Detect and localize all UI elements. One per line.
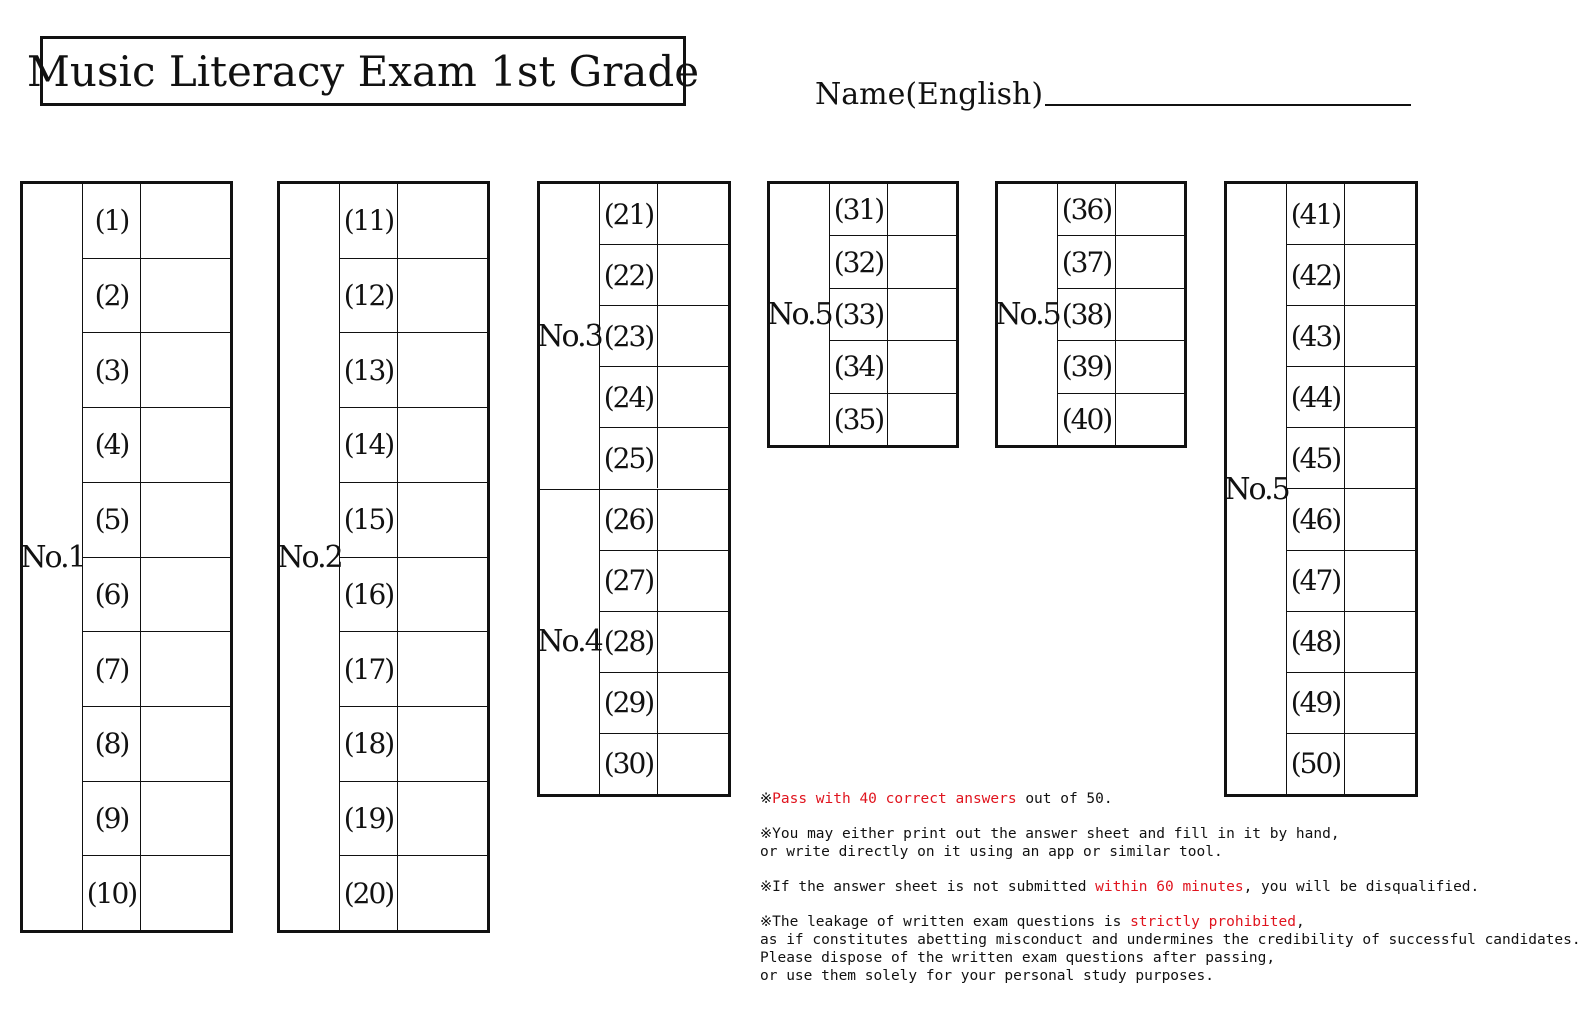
answer-cell[interactable]: [141, 408, 230, 482]
answer-cell[interactable]: [398, 558, 487, 632]
answer-row: [600, 305, 728, 366]
answer-block-no3-no4: [537, 181, 731, 797]
answer-cell[interactable]: [658, 734, 728, 794]
answer-row: [600, 366, 728, 427]
answer-cell[interactable]: [398, 408, 487, 482]
question-number: (4): [83, 408, 141, 482]
question-number: (23): [600, 306, 658, 366]
answer-cell[interactable]: [398, 782, 487, 856]
answer-row: [830, 340, 956, 392]
section-label: No.5: [998, 184, 1058, 445]
answer-row: [340, 631, 487, 706]
question-number: (9): [83, 782, 141, 856]
question-number: (48): [1287, 612, 1345, 672]
question-number: (26): [600, 490, 658, 550]
answer-cell[interactable]: [141, 632, 230, 706]
question-number: (18): [340, 707, 398, 781]
question-number: (16): [340, 558, 398, 632]
question-number: (30): [600, 734, 658, 794]
question-number: (41): [1287, 184, 1345, 244]
answer-cell[interactable]: [1345, 367, 1415, 427]
answer-cell[interactable]: [398, 184, 487, 258]
answer-cell[interactable]: [1345, 551, 1415, 611]
exam-title: Music Literacy Exam 1st Grade: [40, 36, 686, 106]
answer-row: [1058, 340, 1184, 392]
question-group: [537, 489, 728, 795]
question-number: (10): [83, 856, 141, 930]
answer-cell[interactable]: [658, 612, 728, 672]
question-rows: [1287, 184, 1415, 794]
answer-row: [600, 550, 728, 611]
question-rows: [830, 184, 956, 445]
answer-cell[interactable]: [888, 236, 956, 287]
question-number: (38): [1058, 289, 1116, 340]
question-number: (43): [1287, 306, 1345, 366]
answer-cell[interactable]: [398, 259, 487, 333]
answer-cell[interactable]: [658, 428, 728, 488]
answer-row: [340, 781, 487, 856]
question-number: (14): [340, 408, 398, 482]
answer-row: [83, 781, 230, 856]
question-number: (6): [83, 558, 141, 632]
answer-row: [1287, 672, 1415, 733]
answer-row: [600, 672, 728, 733]
question-number: (37): [1058, 236, 1116, 287]
answer-cell[interactable]: [1345, 428, 1415, 488]
question-number: (12): [340, 259, 398, 333]
answer-block-no5-a: [767, 181, 959, 448]
answer-row: [1287, 305, 1415, 366]
question-rows: [600, 184, 728, 489]
question-number: (2): [83, 259, 141, 333]
note-pass-criteria: ※Pass with 40 correct answers out of 50.: [760, 791, 1113, 807]
answer-row: [600, 733, 728, 794]
answer-block-no2: [277, 181, 490, 933]
answer-row: [1058, 288, 1184, 340]
answer-cell[interactable]: [1116, 236, 1184, 287]
question-number: (22): [600, 245, 658, 305]
answer-row: [340, 706, 487, 781]
answer-row: [83, 706, 230, 781]
answer-cell[interactable]: [1345, 734, 1415, 794]
answer-block-no5-b: [995, 181, 1187, 448]
answer-cell[interactable]: [658, 306, 728, 366]
question-number: (28): [600, 612, 658, 672]
section-label: No.4: [540, 490, 600, 795]
question-number: (24): [600, 367, 658, 427]
answer-cell[interactable]: [658, 184, 728, 244]
question-number: (34): [830, 341, 888, 392]
question-rows: [1058, 184, 1184, 445]
answer-cell[interactable]: [888, 341, 956, 392]
question-number: (15): [340, 483, 398, 557]
question-number: (47): [1287, 551, 1345, 611]
answer-row: [340, 557, 487, 632]
answer-cell[interactable]: [1116, 289, 1184, 340]
question-number: (27): [600, 551, 658, 611]
answer-row: [83, 332, 230, 407]
section-label: No.5: [770, 184, 830, 445]
question-number: (33): [830, 289, 888, 340]
answer-row: [340, 482, 487, 557]
note-leakage: ※The leakage of written exam questions is strictly prohibited, as if constitutes abetting misconduct and undermines the credibility of successful candidates. Please dispose of the written exam questions after passing, or use them solely for your personal study purposes.: [760, 914, 1581, 984]
question-number: (46): [1287, 489, 1345, 549]
name-input-line[interactable]: [1045, 104, 1411, 106]
question-number: (45): [1287, 428, 1345, 488]
answer-row: [830, 184, 956, 235]
answer-row: [830, 288, 956, 340]
question-rows: [83, 184, 230, 930]
answer-row: [600, 490, 728, 550]
question-number: (31): [830, 184, 888, 235]
answer-row: [83, 184, 230, 258]
answer-cell[interactable]: [141, 782, 230, 856]
question-number: (44): [1287, 367, 1345, 427]
answer-row: [340, 855, 487, 930]
question-number: (49): [1287, 673, 1345, 733]
question-number: (13): [340, 333, 398, 407]
answer-cell[interactable]: [141, 707, 230, 781]
answer-cell[interactable]: [398, 856, 487, 930]
section-label: No.1: [23, 184, 83, 930]
answer-row: [1287, 184, 1415, 244]
answer-cell[interactable]: [888, 289, 956, 340]
note-fill-method: ※You may either print out the answer sheet and fill in it by hand, or write directly on it using an app or similar tool.: [760, 826, 1340, 860]
answer-cell[interactable]: [1345, 306, 1415, 366]
question-group: [767, 184, 956, 445]
section-label: No.2: [280, 184, 340, 930]
question-number: (29): [600, 673, 658, 733]
question-number: (11): [340, 184, 398, 258]
question-number: (5): [83, 483, 141, 557]
answer-cell[interactable]: [141, 184, 230, 258]
question-number: (7): [83, 632, 141, 706]
name-field: [815, 68, 1411, 112]
answer-cell[interactable]: [1345, 245, 1415, 305]
question-number: (36): [1058, 184, 1116, 235]
section-label: No.3: [540, 184, 600, 489]
question-number: (32): [830, 236, 888, 287]
answer-row: [83, 407, 230, 482]
question-group: [537, 184, 728, 489]
answer-row: [340, 407, 487, 482]
question-number: (40): [1058, 394, 1116, 445]
exam-notes: [760, 790, 1581, 1002]
answer-cell[interactable]: [1345, 489, 1415, 549]
question-group: [277, 184, 487, 930]
answer-row: [83, 557, 230, 632]
answer-cell[interactable]: [398, 483, 487, 557]
answer-row: [340, 258, 487, 333]
answer-cell[interactable]: [658, 367, 728, 427]
answer-cell[interactable]: [1345, 612, 1415, 672]
answer-cell[interactable]: [888, 184, 956, 235]
answer-row: [1058, 393, 1184, 445]
answer-cell[interactable]: [141, 483, 230, 557]
note-pass-highlight: Pass with 40 correct answers: [772, 791, 1017, 807]
answer-row: [600, 611, 728, 672]
answer-cell[interactable]: [141, 333, 230, 407]
answer-row: [830, 393, 956, 445]
answer-row: [600, 244, 728, 305]
answer-cell[interactable]: [658, 551, 728, 611]
answer-cell[interactable]: [658, 673, 728, 733]
answer-row: [1287, 550, 1415, 611]
question-number: (19): [340, 782, 398, 856]
question-number: (20): [340, 856, 398, 930]
answer-row: [1287, 244, 1415, 305]
answer-row: [340, 332, 487, 407]
question-number: (3): [83, 333, 141, 407]
question-group: [995, 184, 1184, 445]
answer-cell[interactable]: [658, 490, 728, 550]
answer-row: [83, 482, 230, 557]
section-label: No.5: [1227, 184, 1287, 794]
answer-row: [83, 855, 230, 930]
answer-cell[interactable]: [1345, 184, 1415, 244]
answer-cell[interactable]: [1345, 673, 1415, 733]
answer-row: [340, 184, 487, 258]
question-number: (50): [1287, 734, 1345, 794]
answer-row: [83, 631, 230, 706]
answer-cell[interactable]: [398, 333, 487, 407]
answer-row: [1287, 733, 1415, 794]
answer-cell[interactable]: [398, 632, 487, 706]
question-rows: [340, 184, 487, 930]
answer-cell[interactable]: [141, 558, 230, 632]
question-number: (1): [83, 184, 141, 258]
answer-row: [1058, 235, 1184, 287]
answer-row: [1287, 366, 1415, 427]
question-number: (8): [83, 707, 141, 781]
answer-row: [830, 235, 956, 287]
question-group: [20, 184, 230, 930]
question-number: (39): [1058, 341, 1116, 392]
answer-row: [83, 258, 230, 333]
answer-cell[interactable]: [1116, 341, 1184, 392]
answer-row: [1287, 488, 1415, 549]
answer-cell[interactable]: [1116, 394, 1184, 445]
answer-cell[interactable]: [1116, 184, 1184, 235]
question-number: (35): [830, 394, 888, 445]
answer-row: [1287, 611, 1415, 672]
answer-block-no1: [20, 181, 233, 933]
question-number: (17): [340, 632, 398, 706]
note-time-limit: ※If the answer sheet is not submitted within 60 minutes, you will be disqualified.: [760, 879, 1480, 895]
answer-row: [1058, 184, 1184, 235]
note-time-highlight: within 60 minutes: [1095, 879, 1244, 895]
answer-cell[interactable]: [888, 394, 956, 445]
name-label: Name(English): [815, 77, 1044, 112]
answer-cell[interactable]: [141, 259, 230, 333]
answer-row: [600, 184, 728, 244]
answer-block-no5-c: [1224, 181, 1418, 797]
answer-row: [1287, 427, 1415, 488]
question-number: (25): [600, 428, 658, 488]
question-group: [1224, 184, 1415, 794]
answer-cell[interactable]: [141, 856, 230, 930]
question-rows: [600, 490, 728, 795]
answer-cell[interactable]: [398, 707, 487, 781]
answer-row: [600, 427, 728, 488]
answer-cell[interactable]: [658, 245, 728, 305]
question-number: (42): [1287, 245, 1345, 305]
note-leakage-highlight: strictly prohibited: [1130, 914, 1296, 930]
question-number: (21): [600, 184, 658, 244]
